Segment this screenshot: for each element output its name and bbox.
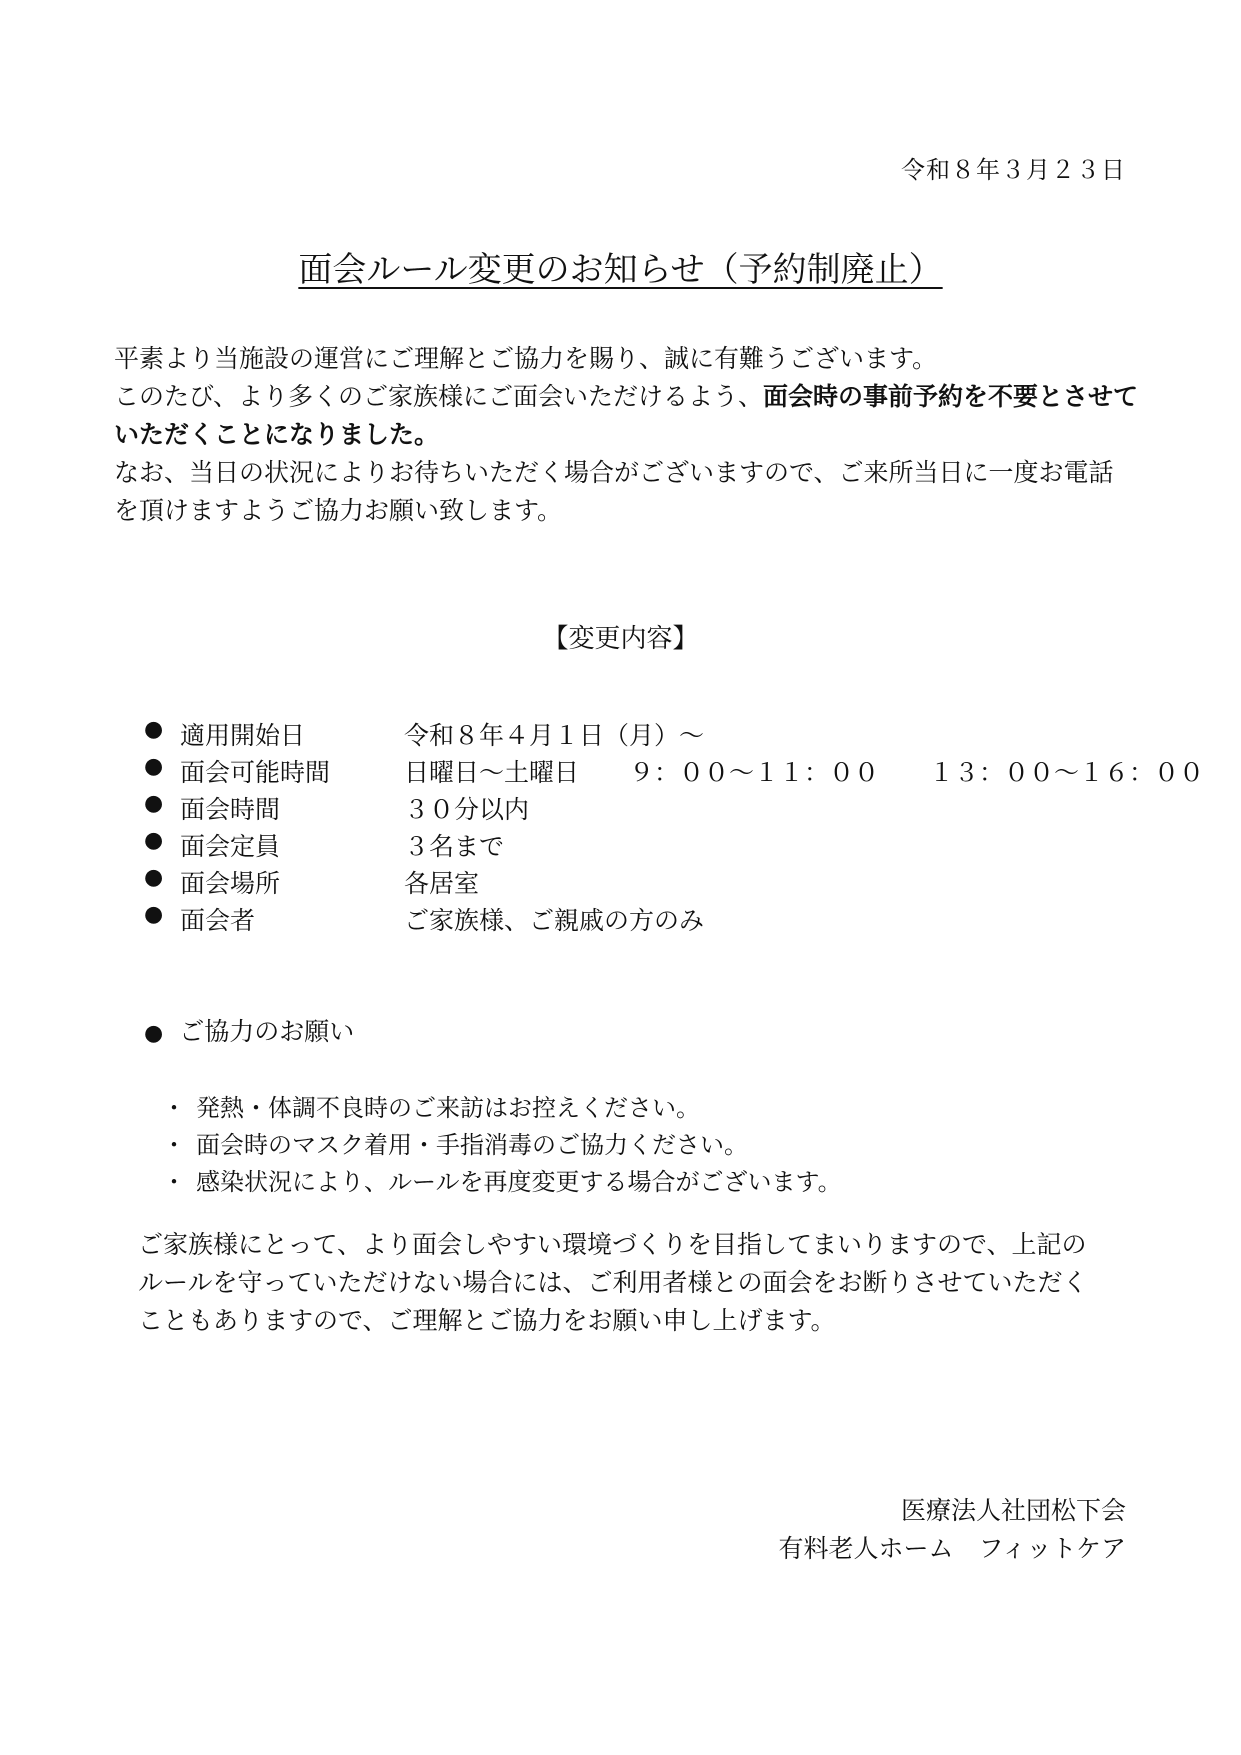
change-label: 面会場所 [180, 869, 281, 898]
change-value: 各居室 [404, 869, 480, 898]
closing-line-3: こともありますので、ご理解とご協力をお願い申し上げます。 [138, 1306, 836, 1335]
change-label: 面会可能時間 [180, 758, 331, 787]
change-item-visiting-hours [144, 753, 1205, 790]
bullet-icon: ● [144, 902, 164, 927]
intro-line-3-emphasis: いただくことになりました。 [114, 420, 440, 449]
dot-icon: ・ [162, 1131, 186, 1159]
visiting-hours-afternoon: １３：００～１６：００ [929, 758, 1205, 787]
section-heading: 【変更内容】 [542, 624, 699, 654]
intro-line-4: なお、当日の状況によりお待ちいただく場合がございますので、ご来所当日に一度お電話 [114, 458, 1114, 487]
change-label: 適用開始日 [180, 721, 306, 750]
intro-line-2-plain: このたび、より多くのご家族様にご面会いただけるよう、 [114, 382, 764, 411]
change-value: 令和８年４月１日（月）～ [404, 721, 705, 750]
intro-line-3 [114, 416, 1144, 454]
dot-icon: ・ [162, 1094, 186, 1122]
change-value: ご家族様、ご親戚の方のみ [404, 906, 705, 935]
visiting-hours-morning: ９：００～１１：００ [629, 758, 880, 787]
intro-line-2 [114, 378, 1144, 416]
change-item-duration [144, 790, 1144, 827]
change-label: 面会時間 [180, 795, 281, 824]
note-text: 発熱・体調不良時のご来訪はお控えください。 [196, 1094, 700, 1122]
intro-line-1: 平素より当施設の運営にご理解とご協力を賜り、誠に有難うございます。 [114, 344, 938, 373]
closing-line-1: ご家族様にとって、より面会しやすい環境づくりを目指してまいりますので、上記の [138, 1230, 1087, 1259]
signature-organization: 医療法人社団松下会 [900, 1496, 1126, 1525]
note-text: 感染状況により、ルールを再度変更する場合がございます。 [196, 1168, 842, 1196]
change-item-start-date [144, 716, 1144, 753]
intro-paragraph [114, 340, 1144, 530]
document-title: 面会ルール変更のお知らせ（予約制廃止） [298, 250, 943, 290]
change-item-capacity [144, 827, 1144, 864]
intro-line-5: を頂けますようご協力お願い致します。 [114, 496, 563, 525]
change-item-location [144, 864, 1144, 901]
note-text: 面会時のマスク着用・手指消毒のご協力ください。 [196, 1131, 748, 1159]
intro-line-2-emphasis: 面会時の事前予約を不要とさせて [763, 382, 1139, 411]
document-title-block [0, 242, 1241, 291]
bullet-icon: ● [144, 1021, 164, 1046]
request-heading-block [144, 1012, 354, 1048]
change-label: 面会者 [180, 906, 256, 935]
bullet-icon: ● [144, 828, 164, 853]
change-list [144, 716, 1205, 938]
dot-icon: ・ [162, 1168, 186, 1196]
change-value: ３名まで [404, 832, 505, 861]
change-label: 面会定員 [180, 832, 281, 861]
change-value: ３０分以内 [404, 795, 530, 824]
bullet-icon: ● [144, 865, 164, 890]
bullet-icon: ● [144, 791, 164, 816]
bullet-icon: ● [144, 754, 164, 779]
change-item-visitors [144, 901, 1144, 938]
change-value [404, 753, 1204, 789]
document-date: 令和８年３月２３日 [901, 156, 1126, 184]
signature-block [778, 1492, 1126, 1568]
request-heading: ご協力のお願い [179, 1017, 355, 1046]
closing-paragraph [138, 1226, 1088, 1340]
signature-facility: 有料老人ホーム フィットケア [778, 1534, 1126, 1563]
bullet-icon: ● [144, 717, 164, 742]
visiting-days: 日曜日～土曜日 [404, 758, 580, 787]
closing-line-2: ルールを守っていただけない場合には、ご利用者様との面会をお断りさせていただく [138, 1268, 1088, 1297]
